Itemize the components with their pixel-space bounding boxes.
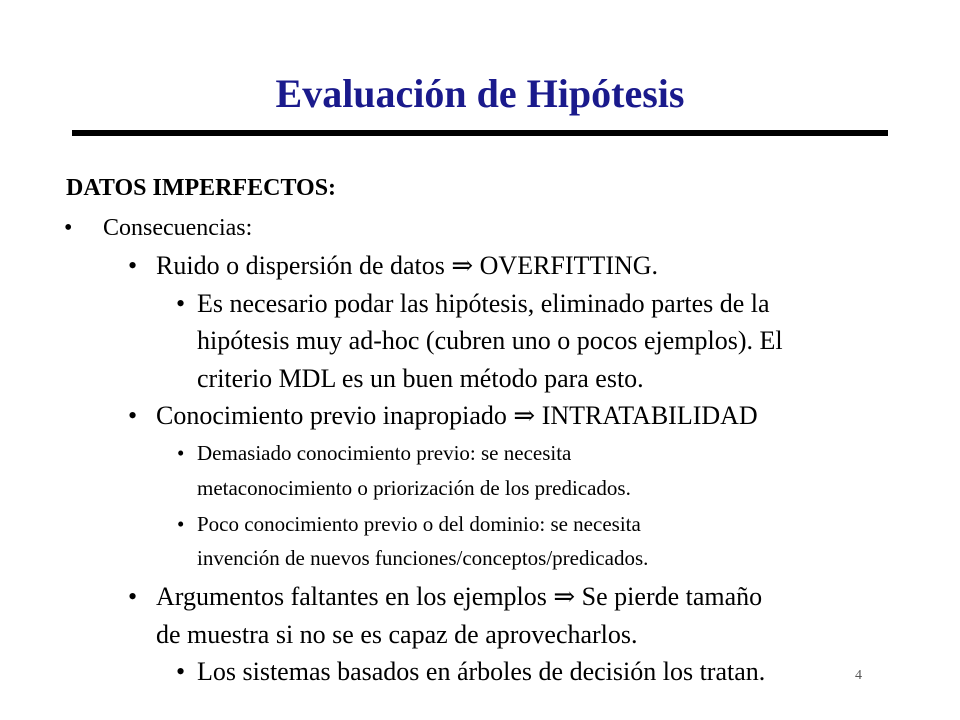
ruido-text: Ruido o dispersión de datos ⇒ OVERFITTING. [156,251,659,280]
bullet-poco: • [177,512,185,536]
section-heading: DATOS IMPERFECTOS: [66,175,337,201]
argumentos-line-1: Argumentos faltantes en los ejemplos ⇒ Se pierde tamaño [156,582,763,611]
bullet-arboles: • [176,657,186,686]
consecuencias-text: Consecuencias: [103,215,253,241]
bullet-consecuencias: • [64,215,73,241]
poco-line-2: invención de nuevos funciones/conceptos/predicados. [197,546,649,570]
bullet-podar: • [176,289,186,318]
title-divider [72,130,888,136]
argumentos-line-2: de muestra si no se es capaz de aprovecharlos. [156,620,638,649]
podar-line-2: hipótesis muy ad-hoc (cubren uno o pocos ejemplos). El [197,326,783,355]
demasiado-line-1: Demasiado conocimiento previo: se necesita [197,441,572,465]
bullet-argumentos: • [128,582,138,611]
slide-title: Evaluación de Hipótesis [275,71,685,116]
arboles-text: Los sistemas basados en árboles de decisión los tratan. [197,657,766,686]
poco-line-1: Poco conocimiento previo o del dominio: se necesita [197,512,641,536]
bullet-ruido: • [128,251,138,280]
page-number: 4 [855,668,862,683]
podar-line-1: Es necesario podar las hipótesis, eliminado partes de la [197,289,770,318]
bullet-demasiado: • [177,441,185,465]
podar-line-3: criterio MDL es un buen método para esto. [197,364,644,393]
bullet-conocimiento: • [128,401,138,430]
conocimiento-text: Conocimiento previo inapropiado ⇒ INTRATABILIDAD [156,401,758,430]
demasiado-line-2: metaconocimiento o priorización de los predicados. [197,476,631,500]
